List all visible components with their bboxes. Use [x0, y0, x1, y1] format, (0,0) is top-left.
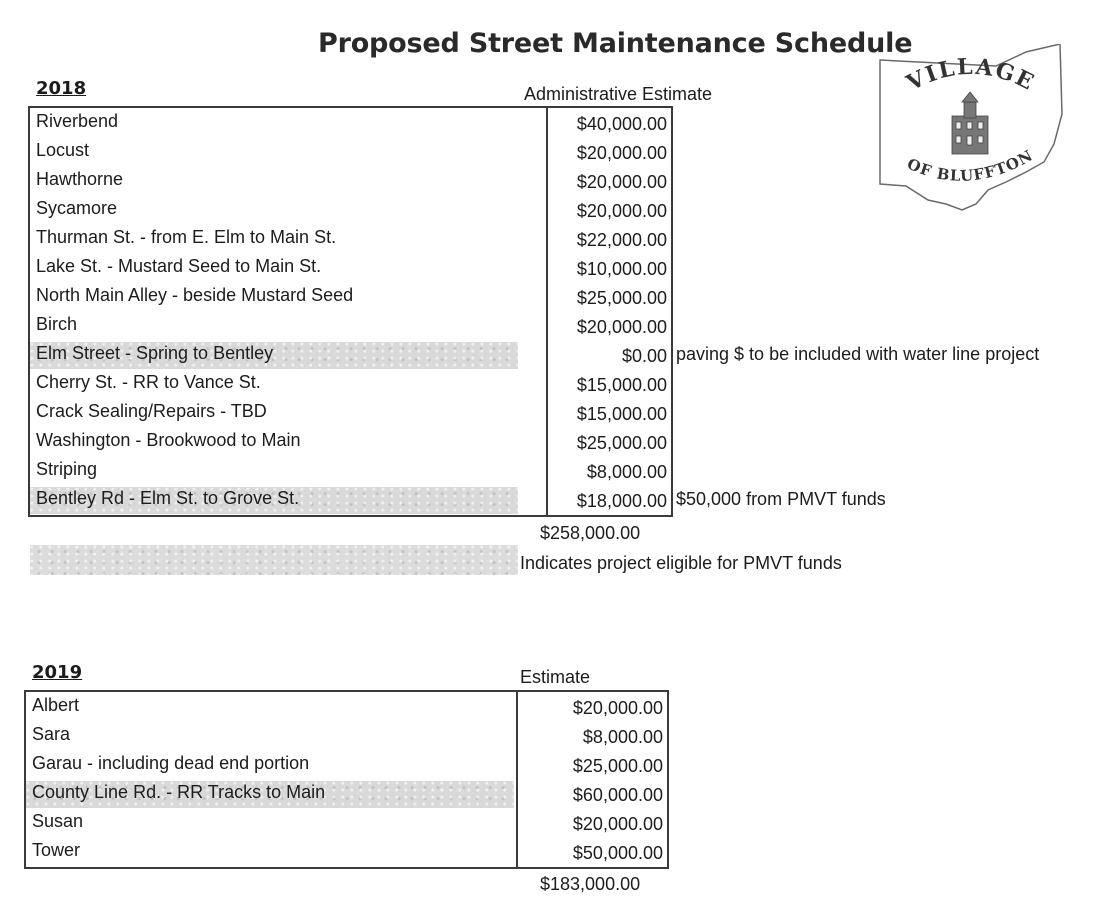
estimate-amount: $8,000.00 — [582, 727, 663, 747]
street-name: Washington - Brookwood to Main — [36, 430, 301, 450]
estimate-amount: $60,000.00 — [572, 785, 663, 805]
table-row — [30, 398, 671, 427]
estimate-amount: $20,000.00 — [576, 201, 667, 221]
street-name: Crack Sealing/Repairs - TBD — [36, 401, 267, 421]
street-name: Sara — [32, 724, 71, 744]
table-row — [30, 456, 671, 485]
estimate-amount: $10,000.00 — [576, 259, 667, 279]
street-name: Sycamore — [36, 198, 118, 218]
estimate-amount: $20,000.00 — [572, 814, 663, 834]
table-row — [30, 195, 671, 224]
street-name: Lake St. - Mustard Seed to Main St. — [36, 256, 322, 276]
street-name: Riverbend — [36, 111, 119, 131]
street-name: Garau - including dead end portion — [32, 753, 310, 773]
table-row — [30, 485, 671, 514]
table-row — [30, 108, 671, 137]
estimate-amount: $20,000.00 — [576, 172, 667, 192]
year-2018-heading: 2018 — [36, 78, 87, 99]
estimate-amount: $25,000.00 — [576, 288, 667, 308]
total-2019: $183,000.00 — [540, 874, 641, 894]
estimate-amount: $20,000.00 — [576, 143, 667, 163]
street-name: Birch — [36, 314, 78, 334]
street-name: Bentley Rd - Elm St. to Grove St. — [36, 488, 300, 508]
street-name: Tower — [32, 840, 81, 860]
year-2019-heading: 2019 — [32, 662, 83, 683]
estimate-header: Estimate — [520, 667, 591, 687]
table-row — [26, 808, 667, 837]
logo-top-text: VILLAGE — [902, 53, 1040, 97]
table-row — [30, 137, 671, 166]
page-title: Proposed Street Maintenance Schedule — [318, 28, 913, 59]
table-row — [30, 369, 671, 398]
estimate-amount: $25,000.00 — [572, 756, 663, 776]
street-name: Hawthorne — [36, 169, 124, 189]
street-name: Locust — [36, 140, 90, 160]
estimate-amount: $0.00 — [621, 346, 667, 366]
table-row — [26, 721, 667, 750]
administrative-estimate-header: Administrative Estimate — [524, 84, 713, 104]
street-name: Striping — [36, 459, 98, 479]
table-row — [30, 166, 671, 195]
table-row — [30, 427, 671, 456]
pmvt-legend-swatch — [30, 545, 518, 575]
table-2018 — [28, 106, 673, 517]
table-row — [30, 224, 671, 253]
estimate-amount: $15,000.00 — [576, 375, 667, 395]
table-row — [30, 340, 671, 369]
estimate-amount: $22,000.00 — [576, 230, 667, 250]
table-row — [30, 311, 671, 340]
street-name: Cherry St. - RR to Vance St. — [36, 372, 261, 392]
street-name: Thurman St. - from E. Elm to Main St. — [36, 227, 337, 247]
row-note: paving $ to be included with water line project — [676, 344, 1040, 364]
pmvt-legend-text: Indicates project eligible for PMVT funds — [520, 553, 842, 573]
table-2019 — [24, 690, 669, 869]
table-row — [26, 837, 667, 866]
street-name: Elm Street - Spring to Bentley — [36, 343, 274, 363]
table-row — [26, 779, 667, 808]
estimate-amount: $25,000.00 — [576, 433, 667, 453]
street-name: Susan — [32, 811, 84, 831]
logo-bottom-text: OF BLUFFTON — [904, 146, 1037, 185]
estimate-amount: $40,000.00 — [576, 114, 667, 134]
total-2018: $258,000.00 — [540, 523, 641, 543]
street-name: County Line Rd. - RR Tracks to Main — [32, 782, 326, 802]
estimate-amount: $20,000.00 — [576, 317, 667, 337]
estimate-amount: $8,000.00 — [586, 462, 667, 482]
street-name: North Main Alley - beside Mustard Seed — [36, 285, 354, 305]
estimate-amount: $15,000.00 — [576, 404, 667, 424]
table-row — [26, 692, 667, 721]
village-logo — [876, 44, 1066, 214]
table-row — [30, 253, 671, 282]
table-row — [30, 282, 671, 311]
building-icon — [952, 92, 988, 154]
svg-text:VILLAGE — [902, 54, 1040, 97]
street-name: Albert — [32, 695, 80, 715]
row-note: $50,000 from PMVT funds — [676, 489, 886, 509]
estimate-amount: $20,000.00 — [572, 698, 663, 718]
estimate-amount: $50,000.00 — [572, 843, 663, 863]
estimate-amount: $18,000.00 — [576, 491, 667, 511]
table-row — [26, 750, 667, 779]
